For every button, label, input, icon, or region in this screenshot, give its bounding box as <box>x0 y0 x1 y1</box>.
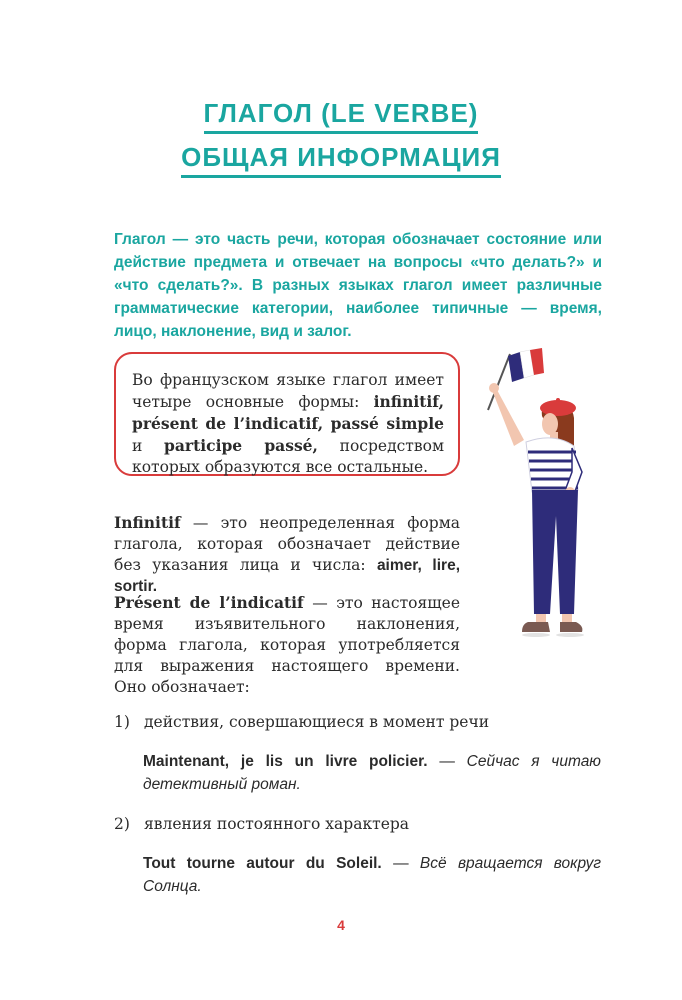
present-text: — это настоящее время изъявительного наклонения, форма глагола, которая употребляется для выражения настоящего времени. Оно обозначает: <box>114 594 461 696</box>
callout-text-3: посредством которых образуются все остальные. <box>132 437 444 476</box>
page-title <box>0 98 682 134</box>
callout-bold-2: participe passé, <box>164 436 318 455</box>
woman-with-french-flag-icon <box>470 348 600 648</box>
title-line-2: ОБЩАЯ ИНФОРМАЦИЯ <box>181 142 501 178</box>
list-number: 1) <box>114 713 130 731</box>
example-french: Maintenant, je lis un livre policier. <box>143 753 428 770</box>
callout-bold-1: infinitif, présent de l’indicatif, passé simple <box>132 392 444 433</box>
list-text: действия, совершающиеся в момент речи <box>144 713 490 731</box>
example-russian: Всё вращается вокруг Солнца. <box>143 855 601 895</box>
list-item <box>114 814 409 835</box>
example-sentence <box>143 750 601 796</box>
example-french: Tout tourne autour du Soleil. <box>143 855 382 872</box>
present-term: Présent de l’indicatif <box>114 593 304 612</box>
title-line-1: ГЛАГОЛ (LE VERBE) <box>204 98 479 134</box>
example-dash: — <box>427 753 467 770</box>
list-text: явления постоянного характера <box>144 815 410 833</box>
intro-paragraph: Глагол — это часть речи, которая обозначает состояние или действие предмета и отвечает на вопросы «что делать?» и «что сделать?». В разных языках глагол имеет различные грамматические категории, наиболее типичные — время, лицо, наклонение, вид и залог. <box>114 231 602 340</box>
callout-text-1: Во французском языке глагол имеет четыре основные формы: <box>132 371 444 411</box>
infinitif-paragraph <box>114 512 460 597</box>
infinitif-term: Infinitif <box>114 513 181 532</box>
present-paragraph <box>114 592 460 698</box>
list-item <box>114 712 489 733</box>
list-number: 2) <box>114 815 130 833</box>
infinitif-examples: aimer, lire, sortir. <box>114 557 461 595</box>
example-dash: — <box>381 855 420 872</box>
callout-box <box>114 352 460 476</box>
example-sentence <box>143 852 601 898</box>
callout-text-2: и <box>132 437 165 455</box>
page-subtitle <box>0 142 682 178</box>
infinitif-text: — это неопределенная форма глагола, которая обозначает действие без указания лица и числа: <box>114 514 460 574</box>
page-number: 4 <box>337 917 345 933</box>
example-russian: Сейчас я читаю детективный роман. <box>143 753 601 793</box>
